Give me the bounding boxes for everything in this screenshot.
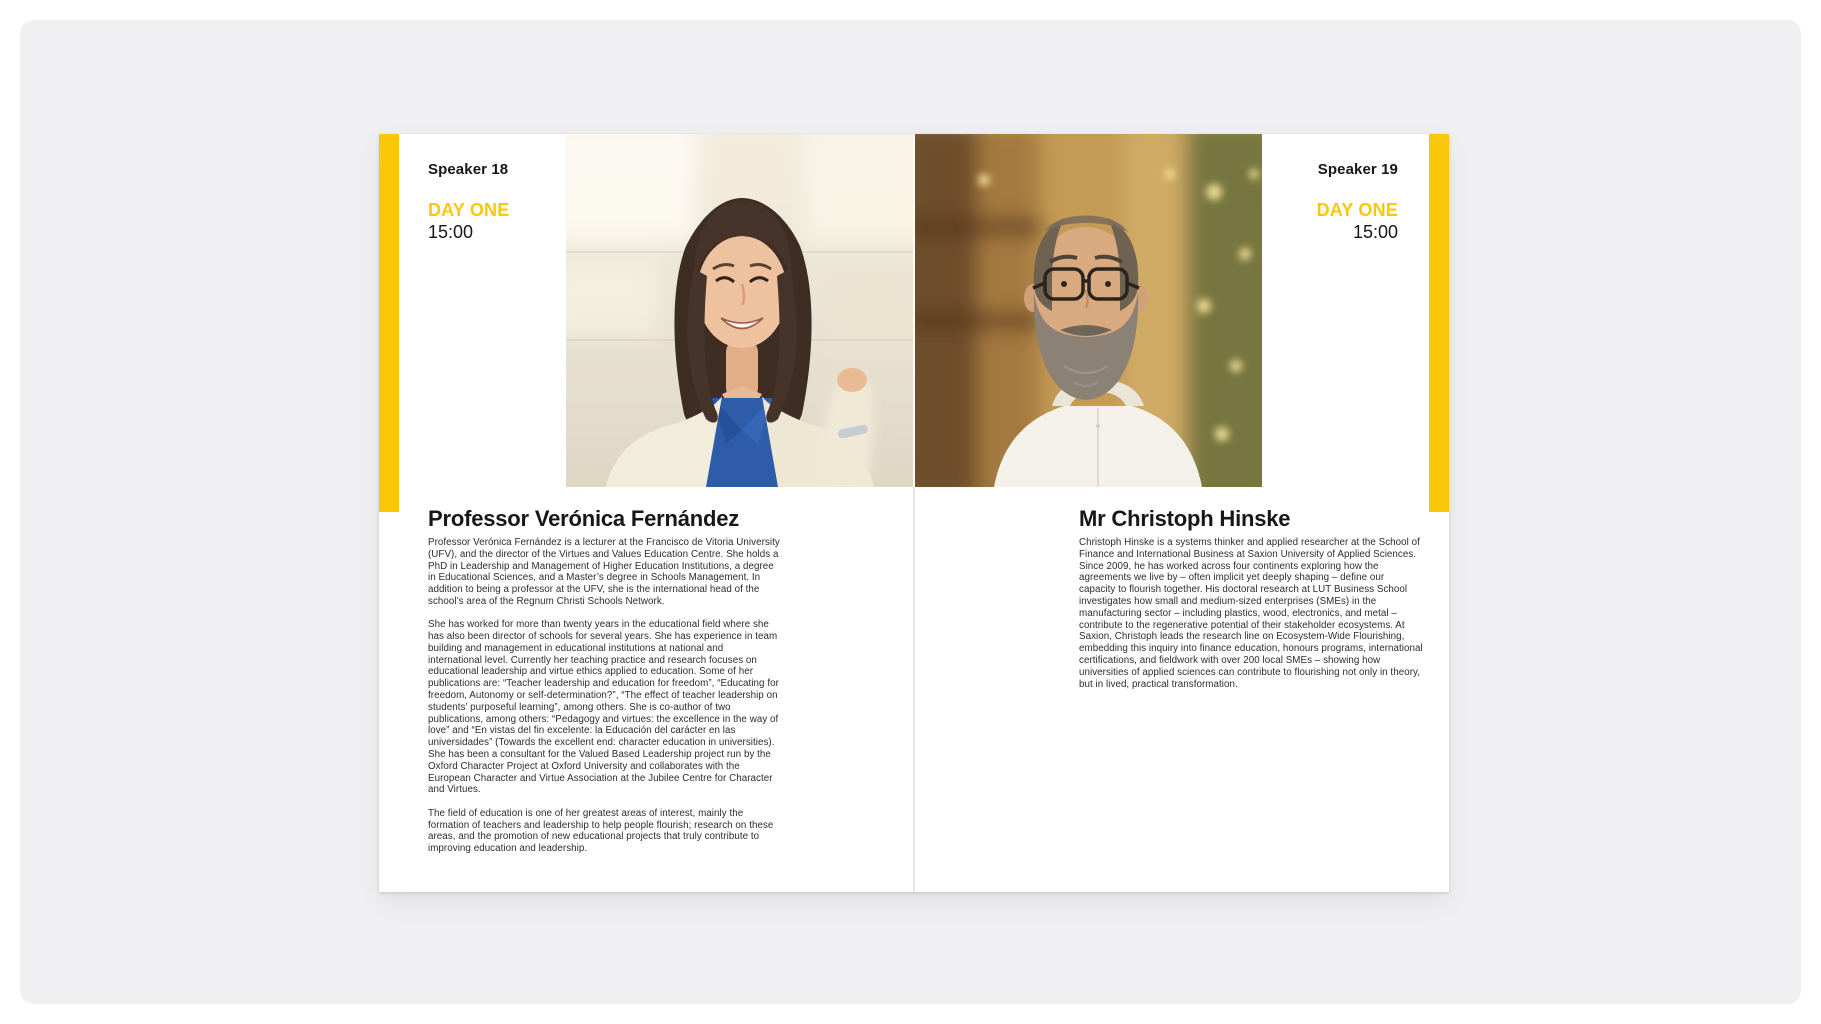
page-right [914, 134, 1449, 892]
accent-bar-right [1429, 134, 1449, 512]
day-label: DAY ONE [428, 200, 510, 220]
time-label: 15:00 [428, 222, 474, 242]
bio-paragraph: The field of education is one of her greatest areas of interest, mainly the formation of teachers and leadership to help people flourish; research on these areas, and the promotion of new educational projects that truly contribute to improving education and leadership. [428, 807, 774, 855]
speaker-header-right [1317, 161, 1398, 243]
page-seam [913, 134, 915, 487]
viewer-backdrop [20, 20, 1801, 1004]
speaker-photo-woman [566, 134, 914, 487]
brochure-spread [379, 134, 1449, 892]
time-label: 15:00 [1352, 222, 1398, 242]
speaker-photo-man [914, 134, 1262, 487]
bio-paragraph: Christoph Hinske is a systems thinker and applied researcher at the School of Finance and International Business at Saxion University of Applied Sciences. Since 2009, he has worked across four continents exploring how the agreements we live by – often implicit yet deeply shaping – define our capacity to flourish together. His doctoral research at LUT Business School investigates how small and medium-sized enterprises (SMEs) in the manufacturing sector – including plastics, wood, electronics, and metal – contribute to the regenerative potential of their stakeholder ecosystems. At Saxion, Christoph leads the research line on Ecosystem-Wide Flourishing, embedding this inquiry into finance education, honours programs, international certifications, and fieldwork with over 200 local SMEs – showing how universities of applied sciences can contribute to flourishing not only in theory, but in lived, practical transformation. [1079, 537, 1423, 690]
page-left [379, 134, 914, 892]
page-seam-shadow [913, 487, 915, 892]
speaker-label: Speaker 18 [428, 161, 509, 178]
speaker-bio [1079, 537, 1423, 690]
speaker-label: Speaker 19 [1317, 161, 1398, 178]
speaker-name: Professor Verónica Fernández [428, 506, 740, 531]
day-label: DAY ONE [1316, 200, 1398, 220]
speaker-header-left [428, 161, 509, 243]
speaker-bio [428, 537, 780, 855]
bio-paragraph: She has worked for more than twenty years in the educational field where she has also been director of schools for several years. She has experience in team building and management in educational institutions at national and international level. Currently her teaching practice and research focuses on educational leadership and virtue ethics applied to education. Some of her publications are: “Teacher leadership and education for freedom”, “Educating for freedom, Autonomy or self-determination?”, “The effect of teacher leadership on students’ purposeful learning”, among others. She is co-author of two publications, among others: “Pedagogy and virtues: the excellence in the way of love” and “En vistas del fin excelente: la Educación del carácter en las universidades” (Towards the excellent end: character education in universities). She has been a consultant for the Valued Based Leadership project run by the Oxford Character Project at Oxford University and collaborates with the European Character and Virtue Association at the Jubilee Centre for Character and Virtues. [428, 619, 779, 796]
speaker-name: Mr Christoph Hinske [1079, 506, 1291, 531]
accent-bar-left [379, 134, 399, 512]
bio-paragraph: Professor Verónica Fernández is a lecturer at the Francisco de Vitoria University (UFV), and the director of the Virtues and Values Education Centre. She holds a PhD in Leadership and Management of Higher Education Institutions, a degree in Educational Sciences, and a Master’s degree in Schools Management. In addition to being a professor at the UFV, she is the international head of the school’s area of the Regnum Christi Schools Network. [428, 537, 780, 607]
